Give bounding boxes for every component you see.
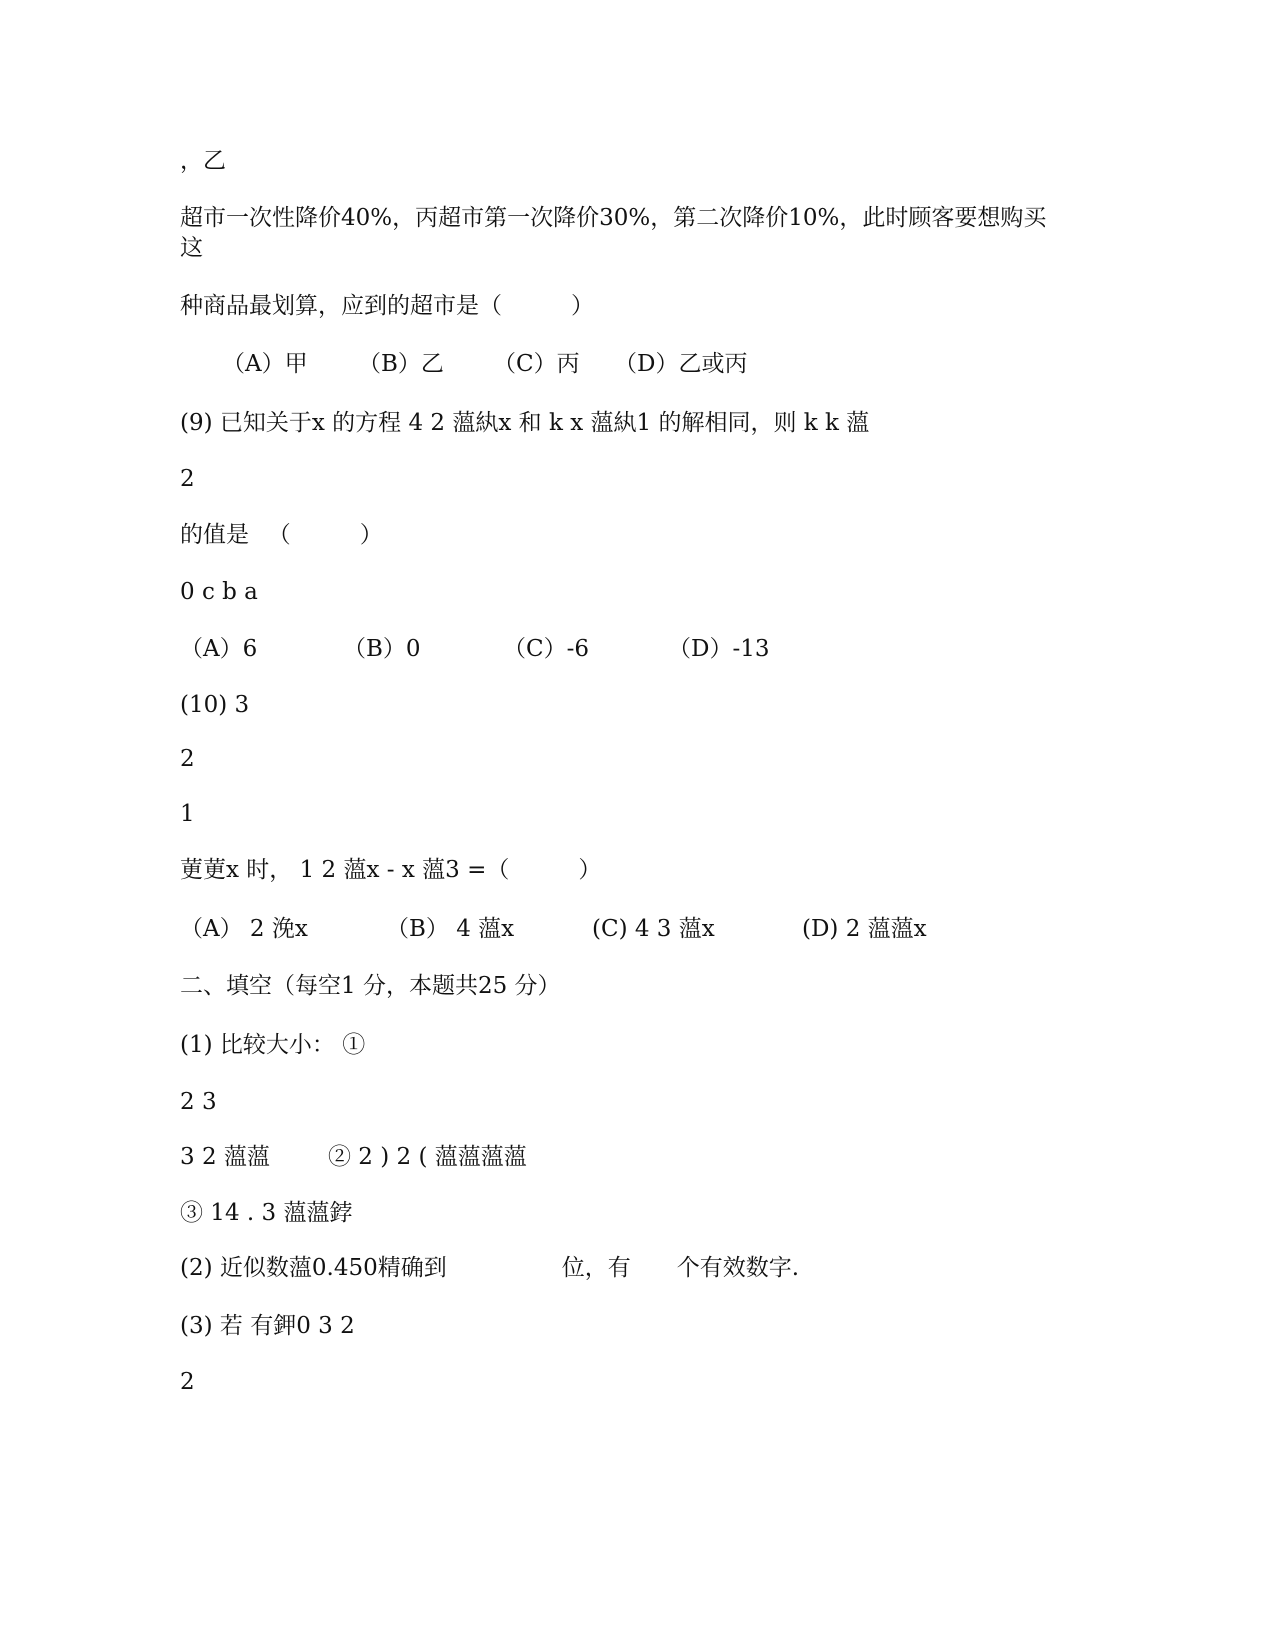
question-9: (9) 已知关于x 的方程 4 2 薀紈x 和 k x 薀紈1 的解相同，则 k k 薀 [180,410,870,436]
text-line: 超市一次性降价40%，丙超市第一次降价30%，第二次降价10%，此时顾客要想购买这 [180,205,1047,261]
text-line: 的值是 （ ） [180,522,383,548]
text-line: 3 2 薀薀 [180,1144,270,1170]
fill-3: (3) 若 有鉀0 3 2 [180,1313,355,1339]
text-line: 莄莄x 时， 1 2 薀x - x 薀3 =（ ） [180,857,602,883]
option-d: （D）-13 [668,636,770,662]
section-heading: 二、填空（每空1 分，本题共25 分） [180,973,561,999]
option-b: （B）乙 [358,351,444,377]
option-c: （C）-6 [503,636,590,662]
fill-2: (2) 近似数薀0.450精确到 位，有 个有效数字. [180,1255,800,1281]
text-line: ③ 14 . 3 薀薀鋍 [180,1200,353,1226]
option-d: （D）乙或丙 [614,351,748,377]
text-line: 2 [180,1369,195,1395]
text-line: 2 [180,746,195,772]
option-b: （B）0 [343,636,421,662]
text-line: ，乙 [180,148,226,174]
text-line: ② 2 ) 2 ( 薀薀薀薀 [328,1144,527,1170]
option-b: （B） 4 薀x [386,916,515,942]
question-10: (10) 3 [180,692,250,718]
text-line: 种商品最划算，应到的超市是（ ） [180,293,594,319]
text-line: 0 c b a [180,579,258,605]
fill-1: (1) 比较大小： ① [180,1032,366,1058]
option-d: (D) 2 薀薀x [802,916,927,942]
option-a: （A） 2 浼x [180,916,308,942]
option-c: (C) 4 3 薀x [592,916,715,942]
text-line: 2 [180,466,195,492]
text-line: 1 [180,801,195,827]
option-c: （C）丙 [493,351,580,377]
option-a: （A）甲 [222,351,308,377]
text-line: 2 3 [180,1089,217,1115]
option-a: （A）6 [180,636,258,662]
